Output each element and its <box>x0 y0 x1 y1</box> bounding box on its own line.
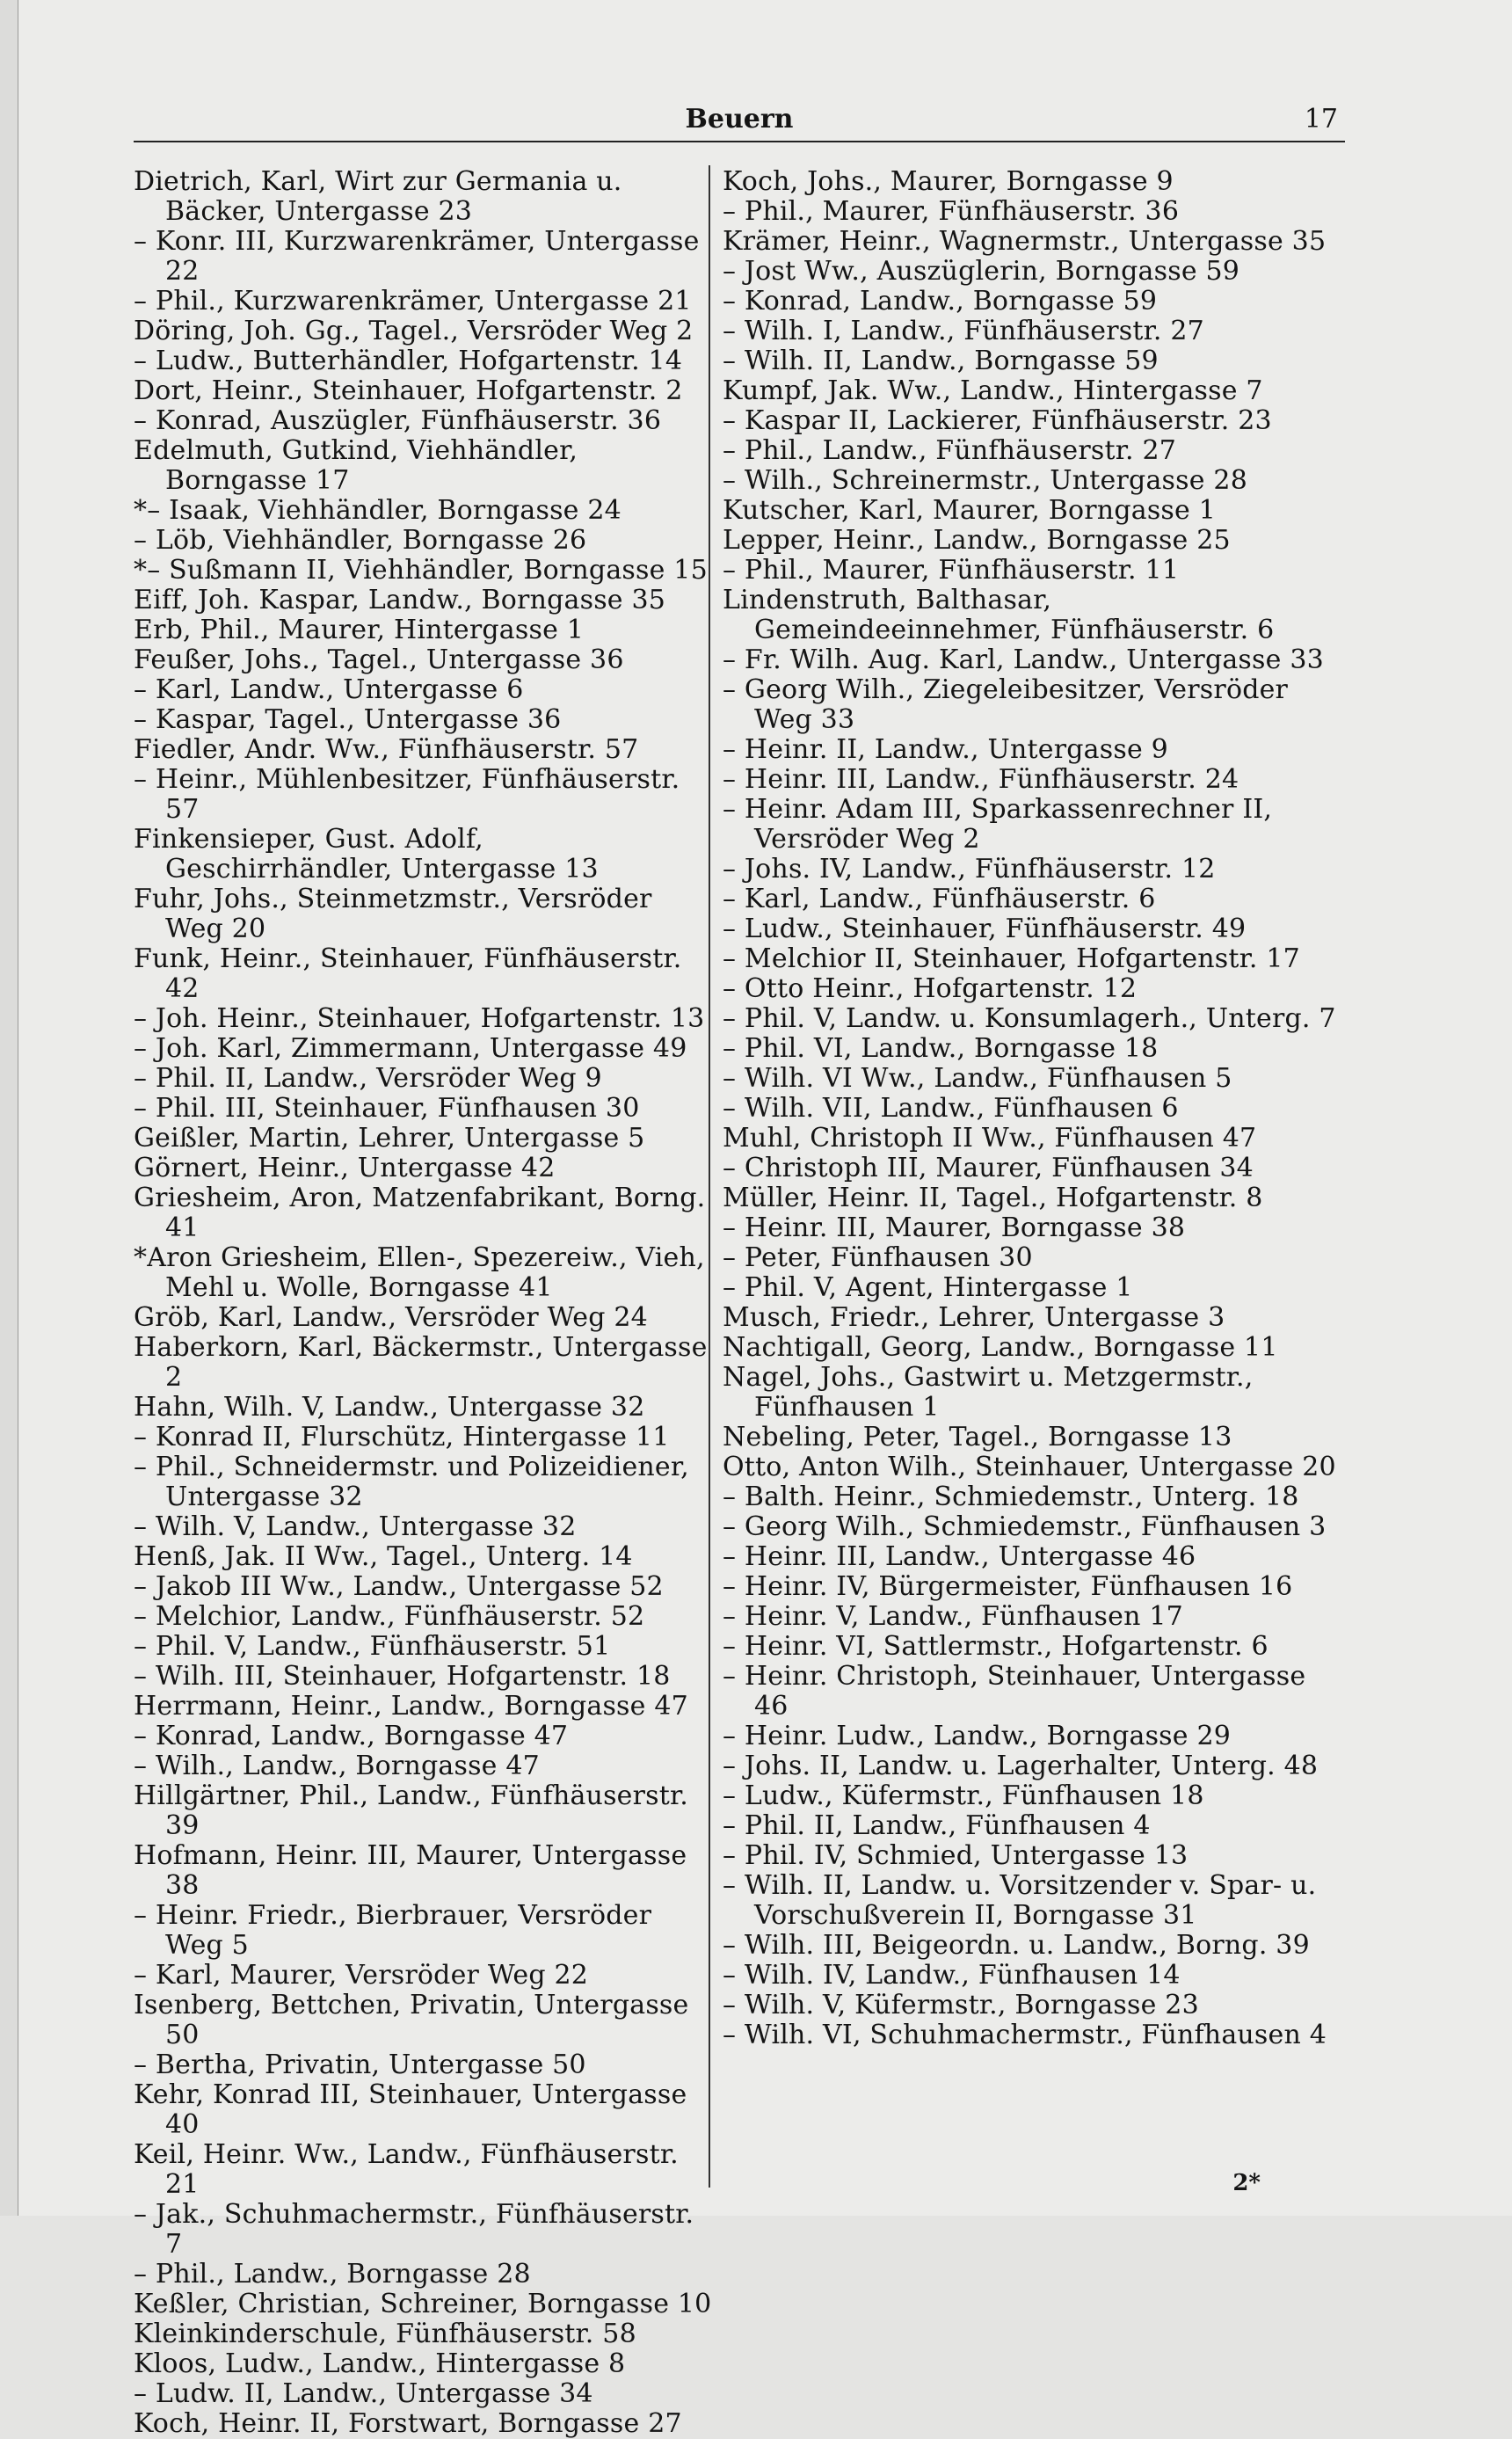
directory-entry: – Wilh. IV, Landw., Fünfhausen 14 <box>723 1960 1181 1991</box>
directory-entry: – Heinr. Adam III, Sparkassenrechner II, Versröder Weg 2 <box>723 794 1273 855</box>
directory-entry: Henß, Jak. II Ww., Tagel., Unterg. 14 <box>134 1541 633 1572</box>
directory-entry: Griesheim, Aron, Matzenfabrikant, Borng. 41 <box>134 1183 706 1243</box>
directory-entry: *Aron Griesheim, Ellen-, Spezereiw., Vieh, Mehl u. Wolle, Borngasse 41 <box>134 1242 705 1303</box>
directory-entry: – Ludw. II, Landw., Untergasse 34 <box>134 2378 593 2409</box>
signature-mark: 2* <box>1232 2170 1261 2196</box>
directory-entry: Kutscher, Karl, Maurer, Borngasse 1 <box>723 495 1216 526</box>
directory-entry: – Wilh. III, Steinhauer, Hofgartenstr. 18 <box>134 1661 671 1692</box>
directory-entry: – Wilh. VI Ww., Landw., Fünfhausen 5 <box>723 1063 1232 1094</box>
directory-entry: – Phil. II, Landw., Fünfhausen 4 <box>723 1810 1151 1841</box>
directory-entry: Hahn, Wilh. V, Landw., Untergasse 32 <box>134 1392 645 1423</box>
page-header <box>134 98 1345 142</box>
directory-entry: Haberkorn, Karl, Bäckermstr., Untergasse 2 <box>134 1332 708 1393</box>
directory-entry: – Christoph III, Maurer, Fünfhausen 34 <box>723 1153 1254 1183</box>
directory-entry: Geißler, Martin, Lehrer, Untergasse 5 <box>134 1123 645 1154</box>
directory-entry: – Kaspar, Tagel., Untergasse 36 <box>134 704 562 735</box>
directory-entry: – Wilh., Landw., Borngasse 47 <box>134 1751 540 1781</box>
directory-entry: Kloos, Ludw., Landw., Hintergasse 8 <box>134 2348 626 2379</box>
directory-entry: – Ludw., Butterhändler, Hofgartenstr. 14 <box>134 346 683 376</box>
directory-entry: – Wilh. II, Landw. u. Vorsitzender v. Spar- u. Vorschußverein II, Borngasse 31 <box>723 1870 1317 1931</box>
directory-entry: Fuhr, Johs., Steinmetzmstr., Versröder Weg 20 <box>134 884 652 944</box>
directory-entry: Krämer, Heinr., Wagnermstr., Untergasse 35 <box>723 226 1327 257</box>
directory-entry: – Konrad II, Flurschütz, Hintergasse 11 <box>134 1422 670 1452</box>
directory-entry: Koch, Heinr. II, Forstwart, Borngasse 27 <box>134 2408 682 2439</box>
directory-entry: Keil, Heinr. Ww., Landw., Fünfhäuserstr. 21 <box>134 2139 679 2200</box>
directory-entry: – Jost Ww., Auszüglerin, Borngasse 59 <box>723 256 1240 287</box>
column-divider <box>709 165 710 2188</box>
directory-entry: – Phil. V, Landw., Fünfhäuserstr. 51 <box>134 1631 611 1662</box>
directory-entry: – Heinr. III, Landw., Untergasse 46 <box>723 1541 1196 1572</box>
directory-entry: *– Sußmann II, Viehhändler, Borngasse 15 <box>134 555 708 586</box>
directory-entry: – Heinr. II, Landw., Untergasse 9 <box>723 734 1168 765</box>
directory-entry: – Karl, Landw., Fünfhäuserstr. 6 <box>723 884 1156 914</box>
directory-entry: Kleinkinderschule, Fünfhäuserstr. 58 <box>134 2319 636 2349</box>
directory-entry: – Ludw., Steinhauer, Fünfhäuserstr. 49 <box>723 914 1247 944</box>
directory-entry: – Wilh. III, Beigeordn. u. Landw., Borng. 39 <box>723 1930 1310 1961</box>
directory-entry: – Konrad, Landw., Borngasse 59 <box>723 286 1158 317</box>
directory-entry: – Heinr. III, Maurer, Borngasse 38 <box>723 1212 1186 1243</box>
directory-entry: – Melchior II, Steinhauer, Hofgartenstr. 17 <box>723 943 1300 974</box>
directory-entry: Nachtigall, Georg, Landw., Borngasse 11 <box>723 1332 1278 1363</box>
directory-entry: Fiedler, Andr. Ww., Fünfhäuserstr. 57 <box>134 734 639 765</box>
directory-entry: – Bertha, Privatin, Untergasse 50 <box>134 2049 586 2080</box>
directory-entry: – Karl, Maurer, Versröder Weg 22 <box>134 1960 589 1991</box>
directory-entry: – Konr. III, Kurzwarenkrämer, Untergasse 22 <box>134 226 700 287</box>
directory-entry: Edelmuth, Gutkind, Viehhändler, Borngasse 17 <box>134 435 578 496</box>
directory-entry: – Heinr. Christoph, Steinhauer, Untergasse 46 <box>723 1661 1306 1722</box>
directory-entry: Otto, Anton Wilh., Steinhauer, Untergasse 20 <box>723 1452 1336 1482</box>
directory-entry: – Otto Heinr., Hofgartenstr. 12 <box>723 973 1138 1004</box>
directory-entry: Nagel, Johs., Gastwirt u. Metzgermstr., Fünfhausen 1 <box>723 1362 1254 1423</box>
directory-entry: Döring, Joh. Gg., Tagel., Versröder Weg 2 <box>134 316 694 346</box>
directory-entry: – Phil. II, Landw., Versröder Weg 9 <box>134 1063 602 1094</box>
directory-entry: – Wilh. V, Küfermstr., Borngasse 23 <box>723 1990 1199 2020</box>
directory-entry: – Ludw., Küfermstr., Fünfhausen 18 <box>723 1780 1204 1811</box>
directory-entry: Kehr, Konrad III, Steinhauer, Untergasse 40 <box>134 2079 687 2140</box>
directory-entry: – Phil. V, Agent, Hintergasse 1 <box>723 1272 1133 1303</box>
directory-entry: Finkensieper, Gust. Adolf, Geschirrhändler, Untergasse 13 <box>134 824 599 885</box>
directory-entry: – Johs. IV, Landw., Fünfhäuserstr. 12 <box>723 854 1216 885</box>
directory-entry: – Balth. Heinr., Schmiedemstr., Unterg. 18 <box>723 1482 1299 1512</box>
directory-entry: – Wilh. V, Landw., Untergasse 32 <box>134 1511 577 1542</box>
directory-entry: Dietrich, Karl, Wirt zur Germania u. Bäcker, Untergasse 23 <box>134 166 622 227</box>
directory-entry: – Melchior, Landw., Fünfhäuserstr. 52 <box>134 1601 645 1632</box>
directory-entry: – Heinr., Mühlenbesitzer, Fünfhäuserstr. 57 <box>134 764 680 825</box>
directory-entry: – Heinr. V, Landw., Fünfhausen 17 <box>723 1601 1183 1632</box>
directory-entry: – Phil. VI, Landw., Borngasse 18 <box>723 1033 1159 1064</box>
left-margin-edge <box>0 0 18 2216</box>
directory-entry: Kumpf, Jak. Ww., Landw., Hintergasse 7 <box>723 375 1263 406</box>
directory-entry: Hofmann, Heinr. III, Maurer, Untergasse 38 <box>134 1840 687 1901</box>
directory-entry: Musch, Friedr., Lehrer, Untergasse 3 <box>723 1302 1225 1333</box>
right-column <box>723 167 1345 2050</box>
directory-entry: – Heinr. Friedr., Bierbrauer, Versröder Weg 5 <box>134 1900 652 1961</box>
directory-entry: Erb, Phil., Maurer, Hintergasse 1 <box>134 615 585 645</box>
directory-entry: – Konrad, Landw., Borngasse 47 <box>134 1721 569 1751</box>
directory-entry: Lepper, Heinr., Landw., Borngasse 25 <box>723 525 1231 556</box>
directory-entry: Keßler, Christian, Schreiner, Borngasse 10 <box>134 2289 712 2319</box>
directory-entry: – Phil., Landw., Fünfhäuserstr. 27 <box>723 435 1177 466</box>
directory-entry: *– Isaak, Viehhändler, Borngasse 24 <box>134 495 622 526</box>
directory-entry: – Phil., Landw., Borngasse 28 <box>134 2259 531 2290</box>
directory-entry: Isenberg, Bettchen, Privatin, Untergasse 50 <box>134 1990 689 2050</box>
directory-entry: Feußer, Johs., Tagel., Untergasse 36 <box>134 644 624 675</box>
directory-entry: Hillgärtner, Phil., Landw., Fünfhäuserstr. 39 <box>134 1780 689 1841</box>
directory-entry: – Jakob III Ww., Landw., Untergasse 52 <box>134 1571 664 1602</box>
directory-entry: – Heinr. Ludw., Landw., Borngasse 29 <box>723 1721 1232 1751</box>
page-title: Beuern <box>685 104 794 135</box>
directory-entry: – Johs. II, Landw. u. Lagerhalter, Unterg. 48 <box>723 1751 1319 1781</box>
directory-entry: – Heinr. IV, Bürgermeister, Fünfhausen 16 <box>723 1571 1293 1602</box>
directory-entry: – Phil. V, Landw. u. Konsumlagerh., Unterg. 7 <box>723 1003 1336 1034</box>
directory-entry: Koch, Johs., Maurer, Borngasse 9 <box>723 166 1174 197</box>
directory-entry: – Wilh., Schreinermstr., Untergasse 28 <box>723 465 1247 496</box>
directory-entry: – Konrad, Auszügler, Fünfhäuserstr. 36 <box>134 405 662 436</box>
directory-entry: – Phil., Maurer, Fünfhäuserstr. 36 <box>723 196 1180 227</box>
directory-entry: Muhl, Christoph II Ww., Fünfhausen 47 <box>723 1123 1257 1154</box>
directory-entry: Görnert, Heinr., Untergasse 42 <box>134 1153 556 1183</box>
directory-entry: – Georg Wilh., Schmiedemstr., Fünfhausen 3 <box>723 1511 1327 1542</box>
directory-entry: Dort, Heinr., Steinhauer, Hofgartenstr. 2 <box>134 375 683 406</box>
directory-entry: – Joh. Karl, Zimmermann, Untergasse 49 <box>134 1033 687 1064</box>
directory-entry: – Wilh. I, Landw., Fünfhäuserstr. 27 <box>723 316 1204 346</box>
directory-entry: – Wilh. VII, Landw., Fünfhausen 6 <box>723 1093 1179 1124</box>
directory-entry: Herrmann, Heinr., Landw., Borngasse 47 <box>134 1691 688 1722</box>
directory-entry: – Kaspar II, Lackierer, Fünfhäuserstr. 23 <box>723 405 1272 436</box>
directory-entry: – Heinr. VI, Sattlermstr., Hofgartenstr. 6 <box>723 1631 1268 1662</box>
directory-entry: – Heinr. III, Landw., Fünfhäuserstr. 24 <box>723 764 1239 795</box>
directory-entry: Eiff, Joh. Kaspar, Landw., Borngasse 35 <box>134 585 666 615</box>
directory-entry: Lindenstruth, Balthasar, Gemeindeeinnehmer, Fünfhäuserstr. 6 <box>723 585 1275 645</box>
directory-entry: – Phil., Schneidermstr. und Polizeidiener, Untergasse 32 <box>134 1452 689 1512</box>
directory-entry: – Wilh. VI, Schuhmachermstr., Fünfhausen 4 <box>723 2020 1327 2050</box>
directory-entry: – Phil., Maurer, Fünfhäuserstr. 11 <box>723 555 1180 586</box>
directory-entry: – Joh. Heinr., Steinhauer, Hofgartenstr. 13 <box>134 1003 705 1034</box>
left-column <box>134 167 714 2439</box>
directory-entry: Gröb, Karl, Landw., Versröder Weg 24 <box>134 1302 648 1333</box>
directory-entry: – Phil. III, Steinhauer, Fünfhausen 30 <box>134 1093 640 1124</box>
directory-entry: – Jak., Schuhmachermstr., Fünfhäuserstr. 7 <box>134 2199 694 2260</box>
directory-entry: – Fr. Wilh. Aug. Karl, Landw., Untergasse 33 <box>723 644 1324 675</box>
directory-entry: Funk, Heinr., Steinhauer, Fünfhäuserstr. 42 <box>134 943 682 1004</box>
directory-entry: – Karl, Landw., Untergasse 6 <box>134 674 524 705</box>
directory-entry: – Georg Wilh., Ziegeleibesitzer, Versröder Weg 33 <box>723 674 1289 735</box>
directory-entry: – Löb, Viehhändler, Borngasse 26 <box>134 525 587 556</box>
directory-entry: Müller, Heinr. II, Tagel., Hofgartenstr. 8 <box>723 1183 1263 1213</box>
directory-entry: Nebeling, Peter, Tagel., Borngasse 13 <box>723 1422 1232 1452</box>
directory-entry: – Peter, Fünfhausen 30 <box>723 1242 1033 1273</box>
directory-entry: – Phil. IV, Schmied, Untergasse 13 <box>723 1840 1189 1871</box>
directory-entry: – Wilh. II, Landw., Borngasse 59 <box>723 346 1159 376</box>
page-number: 17 <box>1304 104 1338 135</box>
directory-entry: – Phil., Kurzwarenkrämer, Untergasse 21 <box>134 286 692 317</box>
